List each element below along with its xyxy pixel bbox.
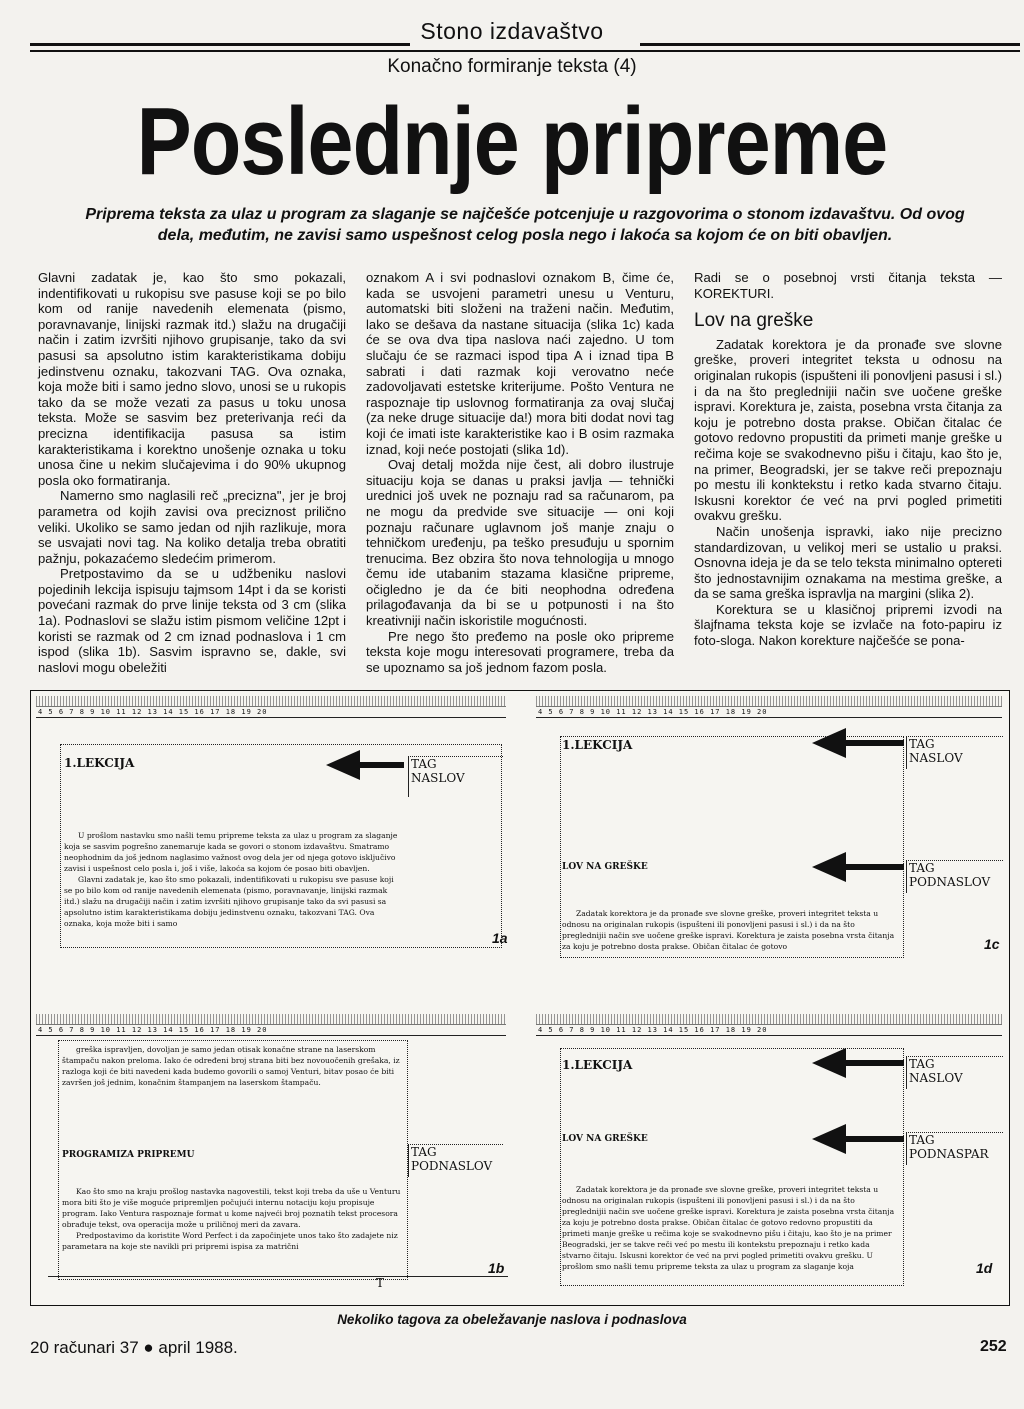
sample-paragraph: Zadatak korektora je da pronađe sve slovne greške, proveri integritet teksta u odnosu na originalan rukopis (ispušteni ili ponovljeni pasusi i sl.) i da na što preglednijii način sve uočene greške ispravi. Korektura je zaista posebna vrsta čitanja za koju je potrebno dosta prakse. Običan čitalac će gotovo redovno propustiti da primeti manje greške u rečima koje se svakodnevno pišu i čitaju, kao što je na primer Beogradski, jer se takve reči već po mestu ili kontekstu prepoznaju i retko kada stvarno čitaju. Iskusni korektor će već na prvi pogled primetiti ovakvu grešku. U prošlom smo našli temu pripreme teksta za ulaz u program za slaganje koja [562, 1185, 895, 1271]
arrow-left-icon [812, 852, 846, 882]
paragraph: Pre nego što pređemo na posle oko pripreme teksta koje mogu interesovati programere, treba da se upoznamo sa još jednom fazom posla. [366, 628, 674, 675]
tag-box [906, 1132, 1003, 1165]
sample-paragraph: Glavni zadatak je, kao što smo pokazali, indentifikovati u rukopisu sve pasuse koji se po bilo kom od ranije navedenih elemenata (pismo, poravnavanje, linijski razmak itd.) slažu na drugačiji način i zatim izvršiti njihovo grupisanje tako da svi pasusi sa apsolutno istim karakteristikama dobiju jedinstvenu oznaku, takozvani TAG. Ova oznaka, koja može biti i samo [64, 875, 394, 928]
sample-paragraph: Zadatak korektora je da pronađe sve slovne greške, proveri integritet teksta u odnosu na originalan rukopis (ispušteni ili ponovljeni pasusi i sl.) i da na što preglednijii način sve uočene greške ispravi. Korektura je zaista posebna vrsta čitanja za koju je potrebno dosta prakse. Običan čitalac će gotovo [562, 909, 895, 951]
tag-name: PODNASPAR [909, 1147, 989, 1161]
ruler-scale: 4 5 6 7 8 9 10 11 12 13 14 15 16 17 18 19 20 [536, 1025, 1002, 1036]
section-heading: Lov na greške [694, 310, 814, 332]
figure-1a [36, 696, 506, 954]
text-cursor-marker: T [376, 1276, 385, 1290]
ruler-scale: 4 5 6 7 8 9 10 11 12 13 14 15 16 17 18 19 20 [536, 707, 1002, 718]
arrow-left-icon [812, 1124, 846, 1154]
sample-text [62, 1044, 402, 1088]
figure-1d [536, 1014, 1002, 1300]
arrow-shaft [842, 740, 904, 746]
subheading-sample: PROGRAMIZA PRIPREMU [62, 1150, 195, 1160]
sample-text [64, 830, 404, 929]
arrow-shaft [842, 1136, 904, 1142]
sample-text [562, 908, 898, 954]
tag-name: NASLOV [909, 1071, 963, 1085]
paragraph: Način unošenja ispravki, iako nije precizno standardizovan, u velikoj meri se ustalio u praksi. Osnovna ideja je da se telo teksta minimalno optereti što jednostavnijim oznakama na mestima greške, a da se sama greška ispravlja na margini (slika 2). [694, 523, 1002, 602]
section-title: Stono izdavaštvo [420, 18, 604, 44]
arrow-left-icon [812, 728, 846, 758]
ruler-bar [36, 696, 506, 707]
sample-paragraph: U prošlom nastavku smo našli temu pripreme teksta za ulaz u program za slaganje koja se sasvim pogrešno zanemaruje kada se govori o stonom izdavaštvu. Smatramo neophodnim da još jednom naglasimo važnost ovog dela jer od njega gotovo isključivo zavisi i uspešnost celo posla i, još i više, lakoća sa kojom će posao biti obavljen. [64, 831, 398, 873]
baseline-rule [48, 1276, 508, 1277]
tag-label: TAG [909, 1057, 935, 1071]
paragraph: Zadatak korektora je da pronađe sve slovne greške, proveri integritet teksta u odnosu na originalan rukopis (ispušteni ili ponovljeni pasusi i sl.) i da na što preglednijii način sve uočene greške ispravi. Korektura je, zaista, posebna vrsta čitanja za koju je potrebno dosta prakse. Običan čitalac će gotovo redovno propustiti da primeti manje greške u rečima koje se svakodnevno pišu i čitaju, kao što je, na primer, Beogradski, jer se takve reči prepoznaju po mestu ili konktekstu i retko kada stvarno čitaju. Iskusni korektor će već na prvi pogled primetiti ovakvu grešku. [694, 336, 1002, 524]
figure-1b [36, 1014, 506, 1300]
sample-text [62, 1186, 402, 1252]
tag-name: PODNASLOV [909, 875, 991, 889]
sample-paragraph: Kao što smo na kraju prošlog nastavka nagovestili, tekst koji treba da uše u Venturu mora biti što je više moguće pripremljen počujući internu notaciju koju propisuje program. Iako Ventura raspoznaje format u kome najveći broj poznatih tekst procesora obrađuje tekst, ova operacija može u priličnoj meri da zavara. [62, 1187, 401, 1229]
ruler-scale: 4 5 6 7 8 9 10 11 12 13 14 15 16 17 18 19 20 [36, 707, 506, 718]
tag-label: TAG [909, 861, 935, 875]
tag-box [906, 860, 1003, 893]
subheading-sample: LOV NA GREŠKE [562, 1134, 648, 1144]
figure-label: 1d [976, 1260, 993, 1276]
arrow-left-icon [812, 1048, 846, 1078]
paragraph: Korektura se u klasičnoj pripremi izvodi na šlajfnama teksta koje se izvlače na foto-papiru iz foto-sloga. Nakon korekture najčešće se pona- [694, 601, 1002, 649]
paragraph: oznakom A i svi podnaslovi oznakom B, čime će, kada se usvojeni parametri unesu u Venturu, automatski biti složeni na traženi način. Međutim, lako se dešava da nastane situacija (slika 1c) kada će se ova dva tipa naslova naći zajedno. U tom slučaju će se razmaci ispod tipa A i iznad tipa B sabrati i dati razmak koji verovatno neće zadovoljavati estetske kriterijume. Pošto Ventura ne raspoznaje tip uslovnog formatiranja za ovaj slučaj (za neke druge situacije da!) mora biti dodat novi tag koji će imati iste karakteristike kao i B osim razmaka iznad, koji neće postojati (slika 1d). [366, 270, 674, 457]
issue-footer: 20 računari 37 ● april 1988. [30, 1338, 238, 1357]
tag-box [408, 1144, 503, 1177]
heading-sample: 1.LEKCIJA [64, 756, 135, 770]
heading-sample: 1.LEKCIJA [562, 1058, 633, 1072]
tag-label: TAG [909, 1133, 935, 1147]
tag-box [408, 756, 503, 797]
lead-paragraph: Priprema teksta za ulaz u program za slaganje se najčešće potcenjuje u razgovorima o stonom izdavaštvu. Od ovog dela, međutim, ne zavisi samo uspešnost celog posla nego i lakoća sa kojom će on biti obavljen. [85, 206, 965, 245]
tag-box [906, 736, 1003, 769]
tag-label: TAG [411, 757, 437, 771]
paragraph: Glavni zadatak je, kao što smo pokazali, indentifikovati u rukopisu sve pasuse koji se po bilo kom od ranije navedenih elemenata (pismo, poravnavanje, linijski razmak itd.) slažu na drugačiji način i zatim izvršiti njihovo grupisanje, tako da svi pasusi sa apsolutno istim karakteristikama dobiju jedinstvenu oznaku, takozvani TAG. Ova oznaka, koja može biti i samo jedno slovo, unosi se u rukopis tako da se može vezati za pasus u toku unosa teksta. Može se sasvim bez preterivanja reći da precizna identifikacija pasusa sa istim karakteristikama i korektno unošenje oznaka u toku unosa čine u nekim slučajevima i do 90% ukupnog posla oko formatiranja. [38, 270, 346, 488]
figure-1c [536, 696, 1002, 954]
tag-label: TAG [411, 1145, 437, 1159]
header-rule-right [640, 43, 1020, 46]
sample-paragraph: greška ispravljen, dovoljan je samo jedan otisak konačne strane na laserskom štampaču nakon preloma. Iako će određeni broj strana biti bez novouočenih grešaka, iz razloga koji će biti navedeni kada budemo govorili o samoj Venturi, bitav posao će biti završen još jednim, konačnim štampanjem na laserskom štampaču. [62, 1045, 400, 1087]
ruler-bar [536, 1014, 1002, 1025]
header-rule-thin [30, 50, 1020, 52]
ruler-bar [36, 1014, 506, 1025]
tag-name: PODNASLOV [411, 1159, 493, 1173]
figure-caption: Nekoliko tagova za obeležavanje naslova i podnaslova [337, 1312, 687, 1327]
column-1 [38, 270, 346, 675]
heading-sample: 1.LEKCIJA [562, 738, 633, 752]
arrow-shaft [842, 864, 904, 870]
arrow-shaft [354, 762, 404, 768]
arrow-left-icon [326, 750, 360, 780]
figure-label: 1b [488, 1260, 505, 1276]
ruler-bar [536, 696, 1002, 707]
article-title: Poslednje pripreme [136, 88, 888, 195]
paragraph: Radi se o posebnoj vrsti čitanja teksta — KOREKTURI. [694, 270, 1002, 301]
column-3 [694, 270, 1002, 649]
tag-box [906, 1056, 1003, 1089]
paragraph: Ovaj detalj možda nije čest, ali dobro ilustruje situaciju koja se danas u praksi javlja — tehnički urednici još uvek ne poznaju rad sa računarom, pa ne mogu da predvide sve situacije — oni koji poznaju računare uglavnom još manje znaju o tehničkom uređenju, pa teško presuđuju u spornim trenucima. Bez obzira što nova tehnologija u mnogo čemu ide utabanim stazama klasične pripreme, očigledno je da će biti neophodna određena prilagođavanja da bi se u potpunosti i na što kreativniji način iskoristile mogućnosti. [366, 457, 674, 629]
paragraph: Namerno smo naglasili reč „precizna", jer je broj parametra od kojih zavisi ova preciznost prilično veliki. Ukoliko se samo jedan od njih razlikuje, mora se usvajati novi tag. Na koliko detalja treba obratiti pažnju, pokazaćemo sledećim primerom. [38, 488, 346, 566]
column-2 [366, 270, 674, 675]
tag-label: TAG [909, 737, 935, 751]
subheading-sample: LOV NA GREŠKE [562, 862, 648, 872]
paragraph: Pretpostavimo da se u udžbeniku naslovi pojedinih lekcija ispisuju tajmsom 14pt i da se koristi povećani razmak do prve linije teksta od 3 cm (slika 1a). Podnaslovi se slažu istim pismom veličine 12pt i koristi se razmak od 2 cm iznad podnaslova i 1 cm ispod (slika 1b). Sasvim ispravno se, dakle, svi naslovi mogu obeležiti [38, 566, 346, 675]
header-rule-left [30, 43, 410, 46]
tag-name: NASLOV [909, 751, 963, 765]
sample-text [562, 1184, 898, 1282]
ruler-scale: 4 5 6 7 8 9 10 11 12 13 14 15 16 17 18 19 20 [36, 1025, 506, 1036]
tag-name: NASLOV [411, 771, 465, 785]
figure-label: 1c [984, 936, 1000, 952]
arrow-shaft [842, 1060, 904, 1066]
figure-label: 1a [492, 930, 508, 946]
series-subtitle: Konačno formiranje teksta (4) [387, 56, 637, 77]
sample-paragraph: Predpostavimo da koristite Word Perfect i da započinjete unos tako što zadajete niz parametara na koje ste navikli pri pripremi ispisa za matrični [62, 1231, 398, 1251]
page-number: 252 [980, 1338, 1007, 1355]
